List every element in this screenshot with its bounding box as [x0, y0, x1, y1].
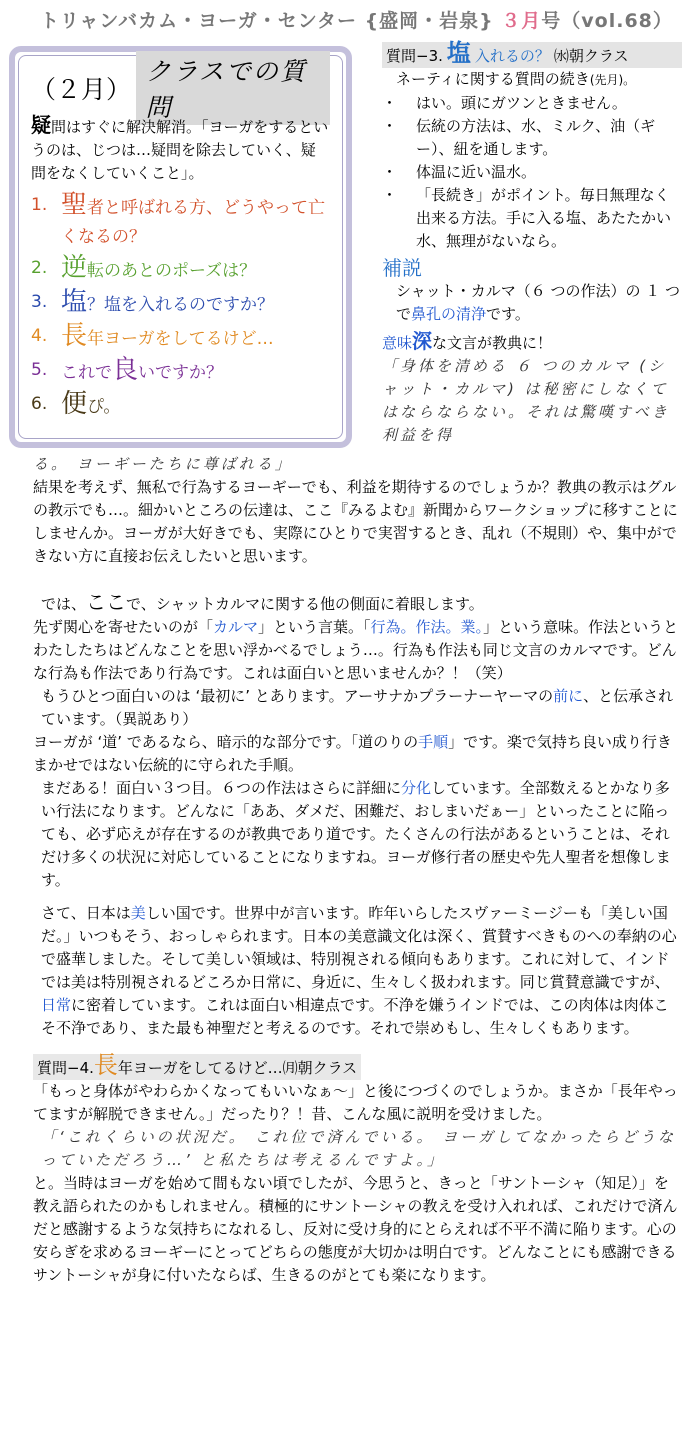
- list-item: ・ はい。頭にガツンときません。: [382, 94, 627, 112]
- question-box-month: （２月）: [31, 75, 132, 104]
- question-3-intro: ネーティに関する質問の続き(先月)。: [396, 70, 636, 88]
- masthead: [40, 6, 680, 33]
- paragraph: 「もっと身体がやわらかくなってもいいなぁ～」と後につづくのでしょうか。まさか「長年やってますが解脱できません。」だったり？！昔、こんな風に説明を受けました。: [33, 1082, 678, 1123]
- question-4-heading: 質問−4. 長 年ヨーガをしてるけど… ㈪朝クラス: [33, 1054, 361, 1080]
- supplement-heading: 補説: [382, 256, 422, 280]
- question-box-inner: [18, 55, 343, 439]
- newsletter-title: トリャンバカム・ヨーガ・センター: [40, 10, 357, 32]
- list-item: ・ 「長続き」がポイント。毎日無理なく出来る方法。手に入る塩、あたたかい水、無理がないなら。: [382, 186, 672, 250]
- meaning-heading: 意味深な文言が教典に！: [382, 329, 553, 353]
- question-box-heading: クラスでの質問: [136, 51, 330, 125]
- question-3-column: [382, 39, 682, 447]
- paragraph: さて、日本は美しい国です。世界中が言います。昨年いらしたスヴァーミージーも「美しい国だ。」いつもそう、おっしゃられます。日本の美意識文化は深く、賞賛すべきものへの奉納の心で盛華しました。そして美しい領域は、特別視される傾向もあります。これに対して、インドでは美は特別視されるどころか日常に、身近に、生々しく扱われます。同じ賞賛意識ですが、日常に密着しています。これは面白い相違点です。不浄を嫌うインドでは、この肉体は肉体こそ不浄であり、また最も神聖だと考えるのです。それで崇めもし、生々しくもあります。: [41, 904, 677, 1037]
- paragraph: 先ず関心を寄せたいのが「カルマ」という言葉。「行為。作法。業。」という意味。作法というとわたしたちはどんなことを思い浮かべるでしょう…。行為も作法も同じ文言のカルマです。どんな行為も作法であり行為です。これは面白いと思いませんか？！（笑）: [33, 618, 679, 682]
- paragraph: 結果を考えず、無私で行為するヨーギーでも、利益を期待するのでしょうか？教典の教示はグルの教示でも…。細かいところの伝達は、ここ『みるよむ』新聞からワークショップに移すことにしませんか。ヨーガが大好きでも、実際にひとりで実習するとき、乱れ（不規則）や、集中ができない方に直接お伝えしたいと思います。: [33, 478, 678, 565]
- question-box-title: [31, 57, 330, 122]
- supplement-text: シャット・カルマ（６ つの作法）の １ つで鼻孔の清浄です。: [396, 282, 681, 323]
- scripture-quote-tail: る。 ヨーギーたちに尊ばれる」: [33, 455, 293, 473]
- question-item: 6. 便ぴ。: [31, 389, 121, 419]
- paragraph: もうひとつ面白いのは ‘最初に’ とあります。アーサナかプラーナーヤーマの前に、と伝承されています。（異説あり）: [41, 687, 674, 728]
- list-item: ・ 体温に近い温水。: [382, 163, 537, 181]
- location: {盛岡・岩泉}: [364, 10, 494, 32]
- question-item: 4. 長年ヨーガをしてるけど…: [31, 321, 274, 351]
- issue-month: ３月: [501, 10, 542, 32]
- question-item: 1. 聖者と呼ばれる方、どうやって亡くなるの？: [31, 190, 326, 247]
- list-item: ・ 伝統の方法は、水、ミルク、油（ギー）、紐を通します。: [382, 117, 656, 158]
- scripture-quote: 「身体を清める ６ つのカルマ (シャット・カルマ) は秘密にしなくてはならならない。それは驚嘆すべき利益を得: [382, 357, 670, 444]
- quote: 「‘これくらいの状況だ。 これ位で済んでいる。 ヨーガしてなかったらどうなっていただろう…’ と私たちは考えるんですよ。」: [41, 1128, 677, 1169]
- paragraph: まだある！面白い３つ目。６つの作法はさらに詳細に分化しています。全部数えるとかなり多い行法になります。どんなに「ああ、ダメだ、困難だ、おしまいだぁー」といったことに陥っても、必ず応えが存在するのが教典であり道です。たくさんの行法があるということは、それだけ多くの状況に対応していることになりますね。ヨーガ修行者の歴史や先人聖者を想像します。: [41, 779, 671, 889]
- question-box: [9, 46, 352, 448]
- paragraph: では、ここで、シャットカルマに関する他の側面に着眼します。: [41, 590, 484, 614]
- main-article: [33, 453, 683, 1287]
- question-3-heading: 質問−3. 塩 入れるの？ ㈬朝クラス: [382, 42, 682, 68]
- question-item: 5. これで良いですか？: [31, 355, 224, 385]
- question-box-intro: 疑問はすぐに解決解消。「ヨーガをするというのは、じつは…疑問を除去していく、疑問をなくしていくこと」。: [31, 113, 329, 182]
- issue-number: 号（vol.68）: [541, 10, 673, 32]
- answer-bullets: [382, 92, 682, 253]
- paragraph: ヨーガが ‘道’ であるなら、暗示的な部分です。「道のりの手順」です。楽で気持ち良い成り行きまかせではない伝統的に守られた手順。: [33, 733, 672, 774]
- question-item: 2. 逆転のあとのポーズは？: [31, 253, 257, 283]
- question-item: 3. 塩？塩を入れるのですか？: [31, 287, 275, 317]
- paragraph: と。当時はヨーガを始めて間もない頃でしたが、今思うと、きっと「サントーシャ（知足）」を教え語られたのかもしれません。積極的にサントーシャの教えを受け入れれば、これだけで済んだと感謝するような気持ちになれるし、反対に受け身的にとらえれば不平不満に陥ります。心の安らぎを求めるヨーギーにとってどちらの態度が大切かは明白です。どんなことにも感謝できるサントーシャが身に付いたならば、生きるのがとても楽になります。: [33, 1174, 678, 1284]
- question-list: [31, 191, 330, 422]
